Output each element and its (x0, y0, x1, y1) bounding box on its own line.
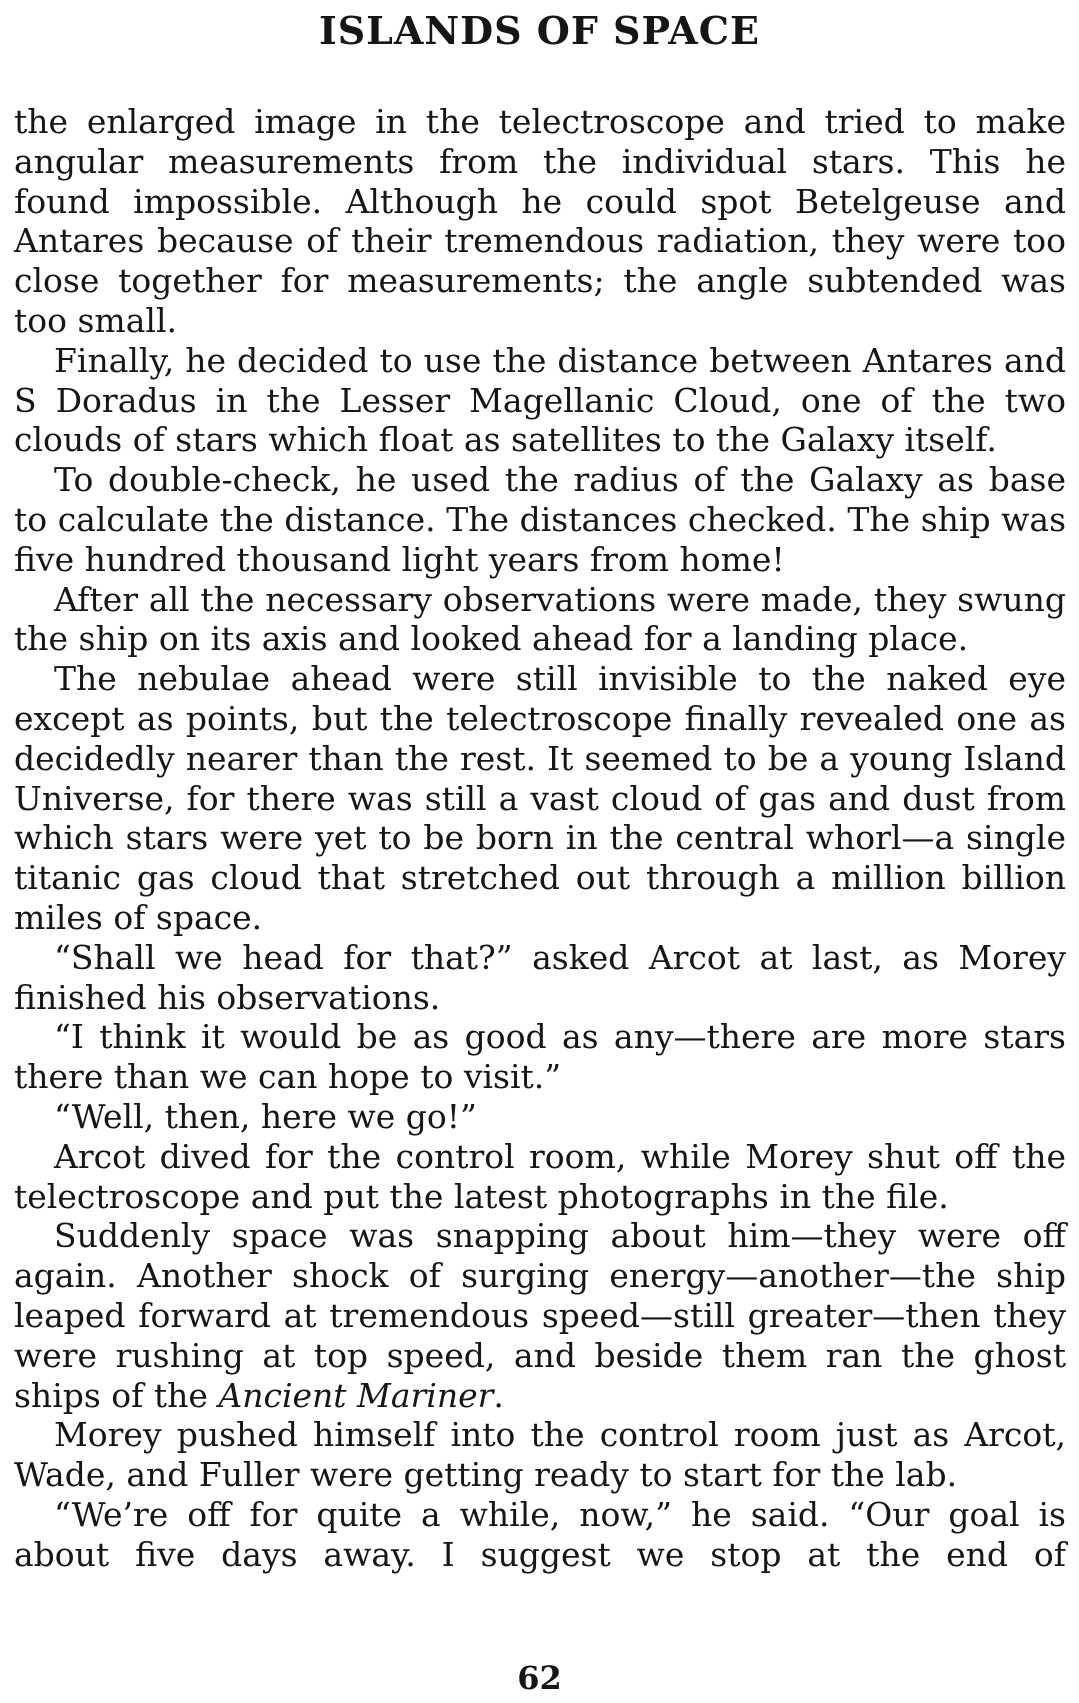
italic-title: Ancient Mariner (218, 1375, 494, 1415)
paragraph: “Well, then, here we go!” (54, 1096, 477, 1136)
paragraph: After all the necessary observations were made, they swung the ship on its axis and looked ahead for a landing place. (14, 579, 1066, 659)
running-head: ISLANDS OF SPACE (318, 8, 761, 53)
paragraph-text: . (493, 1375, 504, 1415)
page-number: 62 (517, 1659, 562, 1697)
paragraph-continues: “We’re off for quite a while, now,” he said. “Our goal is about five days away. I suggest we stop at the end of (14, 1494, 1066, 1574)
paragraph: “I think it would be as good as any—there are more stars there than we can hope to visit.” (14, 1017, 1066, 1097)
paragraph: The nebulae ahead were still invisible to the naked eye except as points, but the telectroscope finally revealed one as decidedly nearer than the rest. It seemed to be a young Island Universe, for there was still a vast cloud of gas and dust from which stars were yet to be born in the central whorl—a single titanic gas cloud that stretched out through a million billion miles of space. (14, 659, 1066, 937)
paragraph: To double-check, he used the radius of the Galaxy as base to calculate the distance. The distances checked. The ship was five hundred thousand light years from home! (14, 460, 1066, 579)
paragraph: Morey pushed himself into the control room just as Arcot, Wade, and Fuller were getting ready to start for the lab. (14, 1415, 1066, 1495)
paragraph-text: Suddenly space was snapping about him—they were off again. Another shock of surging energy—another—the ship leaped forward at tremendous speed—still greater—then they were rushing at top speed, and beside them ran the ghost ships of the (14, 1216, 1066, 1415)
paragraph: Arcot dived for the control room, while Morey shut off the telectroscope and put the latest photographs in the file. (14, 1136, 1066, 1216)
body-text (14, 102, 1066, 1574)
paragraph: “Shall we head for that?” asked Arcot at last, as Morey finished his observations. (14, 937, 1066, 1017)
paragraph: Finally, he decided to use the distance between Antares and S Doradus in the Lesser Magellanic Cloud, one of the two clouds of stars which float as satellites to the Galaxy itself. (14, 340, 1066, 460)
paragraph-with-italic (14, 1216, 1066, 1415)
paragraph-continued: the enlarged image in the telectroscope and tried to make angular measurements from the individual stars. This he found impossible. Although he could spot Betelgeuse and Antares because of their tremendous radiation, they were too close together for measurements; the angle subtended was too small. (14, 102, 1066, 340)
